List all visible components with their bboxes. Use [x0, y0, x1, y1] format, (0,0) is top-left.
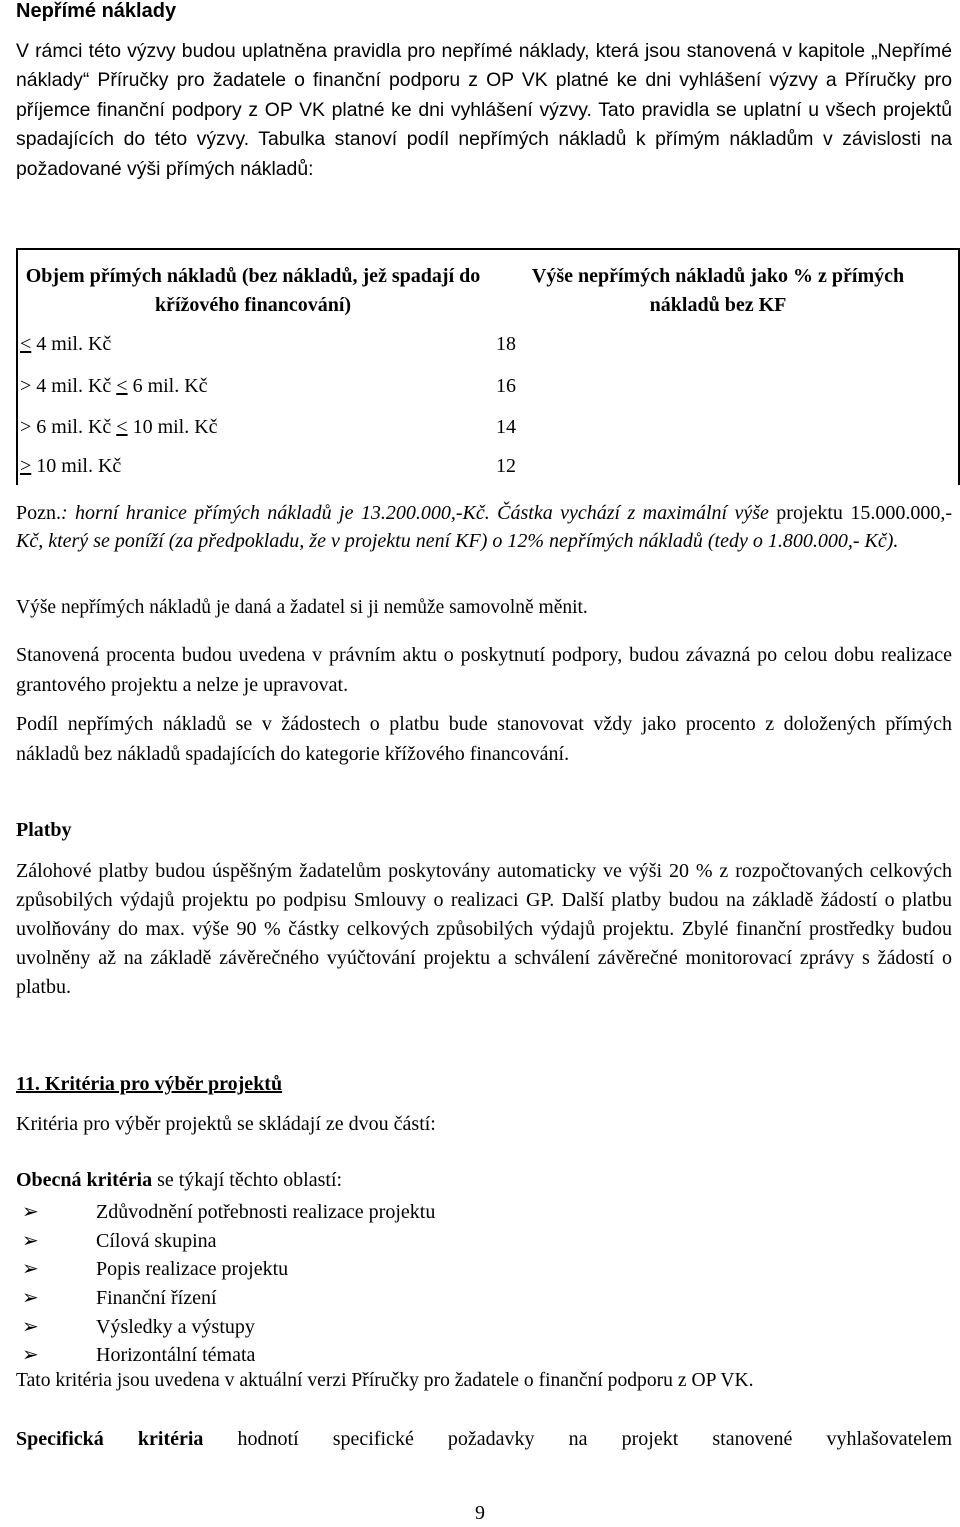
- list-item: ➢ Horizontální témata: [16, 1341, 435, 1370]
- arrow-bullet-icon: ➢: [22, 1258, 39, 1281]
- section-heading-neprime-naklady: Nepřímé náklady: [16, 0, 177, 22]
- arrow-bullet-icon: ➢: [22, 1315, 39, 1338]
- paragraph-podil: Podíl nepřímých nákladů se v žádostech o platbu bude stanovovat vždy jako procento z doložených přímých nákladů bez nákladů spadajících do kategorie křížového financování.: [16, 713, 952, 765]
- list-item: ➢ Popis realizace projektu: [16, 1255, 435, 1284]
- paragraph-neprime-naklady: V rámci této výzvy budou uplatněna pravidla pro nepřímé náklady, která jsou stanovená v kapitole „Nepřímé náklady“ Příručky pro žadatele o finanční podporu z OP VK platné ke dni vyhlášení výzvy a Příručky pro příjemce finanční podpory z OP VK platné ke dni vyhlášení výzvy. Tato pravidla se uplatní u všech projektů spadajících do této výzvy. Tabulka stanoví podíl nepřímých nákladů k přímým nákladům v závislosti na požadované výši přímých nákladů:: [16, 40, 952, 180]
- table-cell-range: < 4 mil. Kč: [20, 333, 112, 355]
- paragraph-stanovena: Stanovená procenta budou uvedena v právním aktu o poskytnutí podpory, budou závazná po celou dobu realizace grantového projektu a nelze je upravovat.: [16, 644, 952, 696]
- table-cell-value: 14: [496, 416, 516, 438]
- arrow-bullet-icon: ➢: [22, 1287, 39, 1310]
- section-heading-platby: Platby: [16, 819, 72, 841]
- table-header-left: Objem přímých nákladů (bez nákladů, jež spadají do křížového financování): [25, 265, 481, 316]
- table-cell-range: > 10 mil. Kč: [20, 455, 122, 477]
- list-item: ➢ Výsledky a výstupy: [16, 1313, 435, 1342]
- table-note: Pozn.: horní hranice přímých nákladů je 13.200.000,-Kč. Částka vychází z maximální výše projektu 15.000.000,- Kč, který se poníží (za předpokladu, že v projektu není KF) o 12% nepřímých nákladů (tedy o 1.800.000,- Kč).: [16, 502, 952, 552]
- table-cell-range: > 6 mil. Kč < 10 mil. Kč: [20, 416, 218, 438]
- criteria-list: [16, 1198, 435, 1370]
- table-row: [18, 375, 918, 405]
- table-row: [18, 455, 918, 485]
- paragraph-vyse: Výše nepřímých nákladů je daná a žadatel si ji nemůže samovolně měnit.: [16, 597, 588, 618]
- table-row: [18, 416, 918, 446]
- paragraph-tato-kriteria: Tato kritéria jsou uvedena v aktuální verzi Příručky pro žadatele o finanční podporu z OP VK.: [16, 1370, 754, 1391]
- arrow-bullet-icon: ➢: [22, 1229, 39, 1252]
- table-header-right: Výše nepřímých nákladů jako % z přímých nákladů bez KF: [531, 265, 905, 316]
- paragraph-specificka-kriteria: Specifická kritéria hodnotí specifické požadavky na projekt stanovené vyhlašovatelem: [16, 1428, 952, 1450]
- table-cell-value: 16: [496, 375, 516, 397]
- arrow-bullet-icon: ➢: [22, 1201, 39, 1223]
- table-cell-value: 18: [496, 333, 516, 355]
- list-item: ➢ Cílová skupina: [16, 1227, 435, 1256]
- table-cell-value: 12: [496, 455, 516, 477]
- paragraph-platby: Zálohové platby budou úspěšným žadatelům poskytovány automaticky ve výši 20 % z rozpočtovaných celkových způsobilých výdajů projektu po podpisu Smlouvy o realizaci GP. Další platby budou na základě žádostí o platbu uvolňovány do max. výše 90 % částky celkových způsobilých výdajů projektu. Zbylé finanční prostředky budou uvolněny až na základě závěrečného vyúčtování projektu a schválení závěrečné monitorovací zprávy s žádostí o platbu.: [16, 860, 952, 998]
- paragraph-kriteria-intro: Kritéria pro výběr projektů se skládají ze dvou částí:: [16, 1113, 436, 1135]
- paragraph-obecna-kriteria: Obecná kritéria se týkají těchto oblastí:: [16, 1169, 343, 1191]
- indirect-costs-table: [16, 248, 960, 485]
- list-item: ➢ Finanční řízení: [16, 1284, 435, 1313]
- list-item: ➢ Zdůvodnění potřebnosti realizace projektu: [16, 1198, 435, 1227]
- arrow-bullet-icon: ➢: [22, 1344, 39, 1367]
- section-heading-kriteria: 11. Kritéria pro výběr projektů: [16, 1073, 283, 1095]
- page-number: 9: [475, 1502, 485, 1524]
- table-row: [18, 333, 918, 363]
- table-cell-range: > 4 mil. Kč < 6 mil. Kč: [20, 375, 208, 397]
